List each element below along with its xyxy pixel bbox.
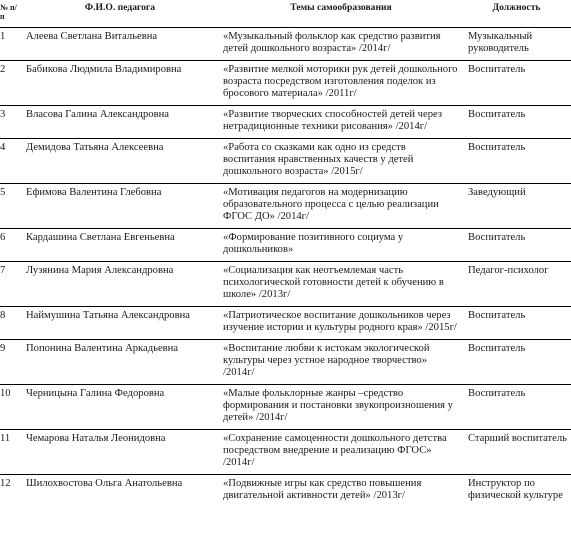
self-education-topic: «Подвижные игры как средство повышения двигательной активности детей» /2013г/ — [220, 475, 462, 508]
self-education-topic: «Музыкальный фольклор как средство развития детей дошкольного возраста» /2014г/ — [220, 28, 462, 61]
row-number: 9 — [0, 340, 20, 385]
row-number: 3 — [0, 106, 20, 139]
teacher-position: Воспитатель — [462, 307, 571, 340]
table-row — [0, 262, 571, 307]
teacher-position: Старший воспитатель — [462, 430, 571, 475]
self-education-topic: «Воспитание любви к истокам экологической культуры через устное народное творчество» /2014г/ — [220, 340, 462, 385]
table-row — [0, 184, 571, 229]
teacher-position: Инструктор по физической культуре — [462, 475, 571, 508]
teacher-position: Музыкальный руководитель — [462, 28, 571, 61]
header-position: Должность — [462, 0, 571, 28]
row-number: 8 — [0, 307, 20, 340]
table-row — [0, 229, 571, 262]
row-number: 10 — [0, 385, 20, 430]
teacher-name: Демидова Татьяна Алексеевна — [20, 139, 220, 184]
self-education-topic: «Сохранение самоценности дошкольного детства посредством внедрение и реализацию ФГОС» /2014г/ — [220, 430, 462, 475]
self-education-topic: «Формирование позитивного социума у дошкольников» — [220, 229, 462, 262]
row-number: 11 — [0, 430, 20, 475]
row-number: 6 — [0, 229, 20, 262]
table-row — [0, 307, 571, 340]
table-row — [0, 139, 571, 184]
table-row — [0, 475, 571, 508]
table-row — [0, 340, 571, 385]
teacher-name: Попонина Валентина Аркадьевна — [20, 340, 220, 385]
row-number: 7 — [0, 262, 20, 307]
self-education-topic: «Мотивация педагогов на модернизацию образовательного процесса с целью реализации ФГОС ДО» /2014г/ — [220, 184, 462, 229]
table-row — [0, 385, 571, 430]
row-number: 4 — [0, 139, 20, 184]
teacher-position: Воспитатель — [462, 106, 571, 139]
row-number: 2 — [0, 61, 20, 106]
teacher-position: Воспитатель — [462, 385, 571, 430]
table-row — [0, 106, 571, 139]
teacher-name: Лузянина Мария Александровна — [20, 262, 220, 307]
header-name: Ф.И.О. педагога — [20, 0, 220, 28]
teacher-name: Бабикова Людмила Владимировна — [20, 61, 220, 106]
row-number: 1 — [0, 28, 20, 61]
self-education-topic: «Развитие творческих способностей детей через нетрадиционные техники рисования» /2014г/ — [220, 106, 462, 139]
table-header-row — [0, 0, 571, 28]
teacher-name: Кардашина Светлана Евгеньевна — [20, 229, 220, 262]
teacher-name: Алеева Светлана Витальевна — [20, 28, 220, 61]
teacher-name: Шилохвостова Ольга Анатольевна — [20, 475, 220, 508]
table-row — [0, 61, 571, 106]
self-education-topic: «Социализация как неотъемлемая часть психологической готовности детей к обучению в школе» /2013г/ — [220, 262, 462, 307]
self-education-topic: «Патриотическое воспитание дошкольников через изучение истории и культуры родного края» /2015г/ — [220, 307, 462, 340]
row-number: 5 — [0, 184, 20, 229]
row-number: 12 — [0, 475, 20, 508]
teacher-position: Заведующий — [462, 184, 571, 229]
table-row — [0, 430, 571, 475]
self-education-topic: «Работа со сказками как одно из средств воспитания нравственных качеств у детей дошкольного возраста» /2015г/ — [220, 139, 462, 184]
teacher-name: Черницына Галина Федоровна — [20, 385, 220, 430]
teacher-name: Наймушина Татьяна Александровна — [20, 307, 220, 340]
self-education-topic: «Развитие мелкой моторики рук детей дошкольного возраста посредством изготовления поделок из бросового материала» /2011г/ — [220, 61, 462, 106]
teacher-position: Педагог-психолог — [462, 262, 571, 307]
teacher-position: Воспитатель — [462, 340, 571, 385]
teacher-position: Воспитатель — [462, 61, 571, 106]
header-topic: Темы самообразования — [220, 0, 462, 28]
teacher-name: Власова Галина Александровна — [20, 106, 220, 139]
teacher-position: Воспитатель — [462, 229, 571, 262]
table-row — [0, 28, 571, 61]
header-num: № п/п — [0, 0, 20, 28]
teacher-name: Ефимова Валентина Глебовна — [20, 184, 220, 229]
teacher-position: Воспитатель — [462, 139, 571, 184]
teacher-name: Чемарова Наталья Леонидовна — [20, 430, 220, 475]
self-education-topic: «Малые фольклорные жанры –средство формирования и постановки звукопроизношения у детей» /2014г/ — [220, 385, 462, 430]
